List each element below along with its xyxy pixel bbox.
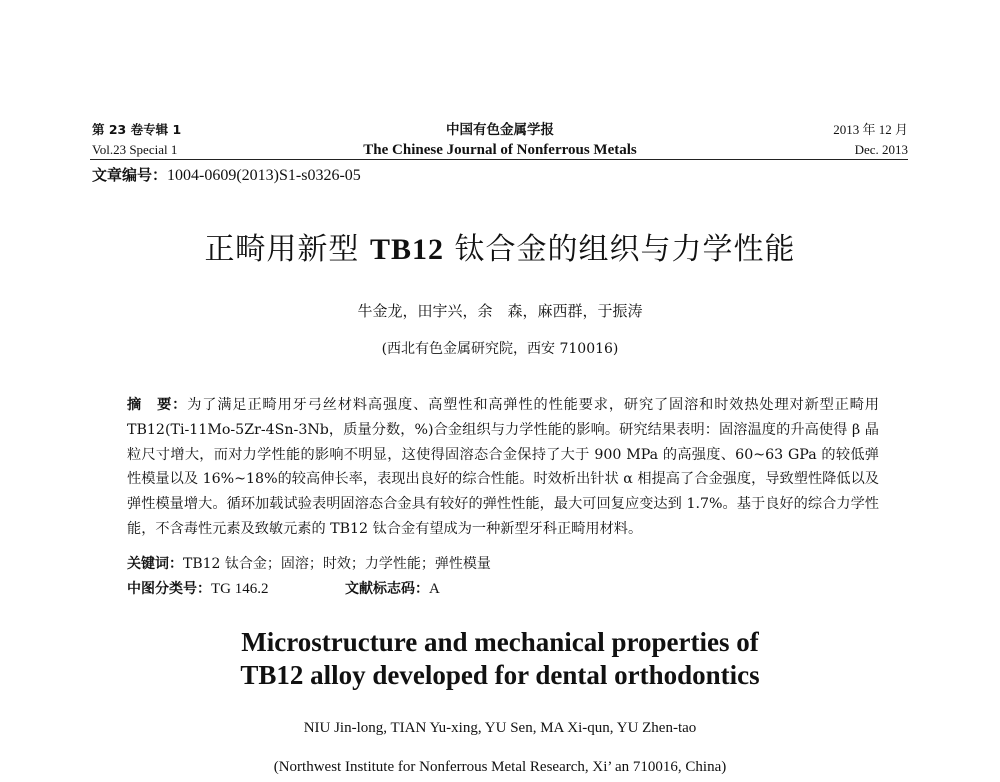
abstract: [127, 393, 879, 542]
title-en-line2: TB12 alloy developed for dental orthodontics: [240, 660, 760, 690]
title-cn-bold: TB12: [369, 233, 445, 266]
authors-en: NIU Jin-long, TIAN Yu-xing, YU Sen, MA Xi-qun, YU Zhen-tao: [303, 720, 697, 736]
abstract-text: 为了满足正畸用牙弓丝材料高强度、高塑性和高弹性的性能要求，研究了固溶和时效热处理对新型正畸用 TB12(Ti-11Mo-5Zr-4Sn-3Nb，质量分数，%)合金组织与力学性能的影响。研究结果表明：固溶温度的升高使得 β 晶粒尺寸增大，而对力学性能的影响不明显，这使得固溶态合金保持了大于 900 MPa 的高强度、60~63 GPa 的较低弹性模量以及 16%~18%的较高伸长率，表现出良好的综合性能。时效析出针状 α 相提高了合金强度，导致塑性降低以及弹性模量增大。循环加载试验表明固溶态合金具有较好的弹性性能，最大可回复应变达到 1.7%。基于良好的综合力学性能，不含毒性元素及致敏元素的 TB12 钛合金有望成为一种新型牙科正畸用材料。: [127, 397, 879, 537]
article-number-value: 1004-0609(2013)S1-s0326-05: [167, 167, 361, 184]
date-cn: 2013 年 12 月: [833, 122, 908, 137]
affiliation-en: (Northwest Institute for Nonferrous Metal Research, Xi’ an 710016, China): [273, 759, 727, 775]
keywords-text: TB12 钛合金；固溶；时效；力学性能；弹性模量: [183, 556, 491, 572]
title-cn-post: 钛合金的组织与力学性能: [444, 232, 796, 267]
affiliation-cn: (西北有色金属研究院，西安 710016): [381, 341, 619, 357]
classification-value: TG 146.2: [211, 581, 269, 597]
journal-volume-block: [92, 120, 181, 160]
journal-name-en: The Chinese Journal of Nonferrous Metals: [363, 142, 637, 158]
page-title-cn: [0, 224, 1000, 268]
article-number: [92, 164, 361, 187]
classification-label: 中图分类号：: [127, 581, 211, 597]
abstract-label: 摘 要：: [127, 397, 188, 413]
keywords: [127, 553, 491, 575]
journal-name-cn: 中国有色金属学报: [446, 122, 554, 138]
journal-date-block: [760, 120, 908, 160]
document-code: [345, 578, 440, 600]
title-cn-pre: 正畸用新型: [204, 232, 370, 267]
header-rule: [90, 159, 908, 160]
article-number-label: 文章编号：: [92, 166, 168, 184]
keywords-label: 关键词：: [127, 556, 183, 572]
volume-en: Vol.23 Special 1: [92, 142, 178, 157]
page-title-en: [0, 626, 1000, 692]
document-code-label: 文献标志码：: [345, 581, 429, 597]
authors-cn: 牛金龙，田宇兴，余 森，麻西群，于振涛: [357, 302, 643, 320]
volume-cn: 第 23 卷专辑 1: [92, 122, 182, 137]
title-en-line1: Microstructure and mechanical properties of: [241, 627, 759, 657]
document-code-value: A: [429, 581, 440, 597]
journal-name-block: [300, 120, 700, 160]
date-en: Dec. 2013: [854, 142, 908, 157]
classification-code: [127, 578, 269, 600]
